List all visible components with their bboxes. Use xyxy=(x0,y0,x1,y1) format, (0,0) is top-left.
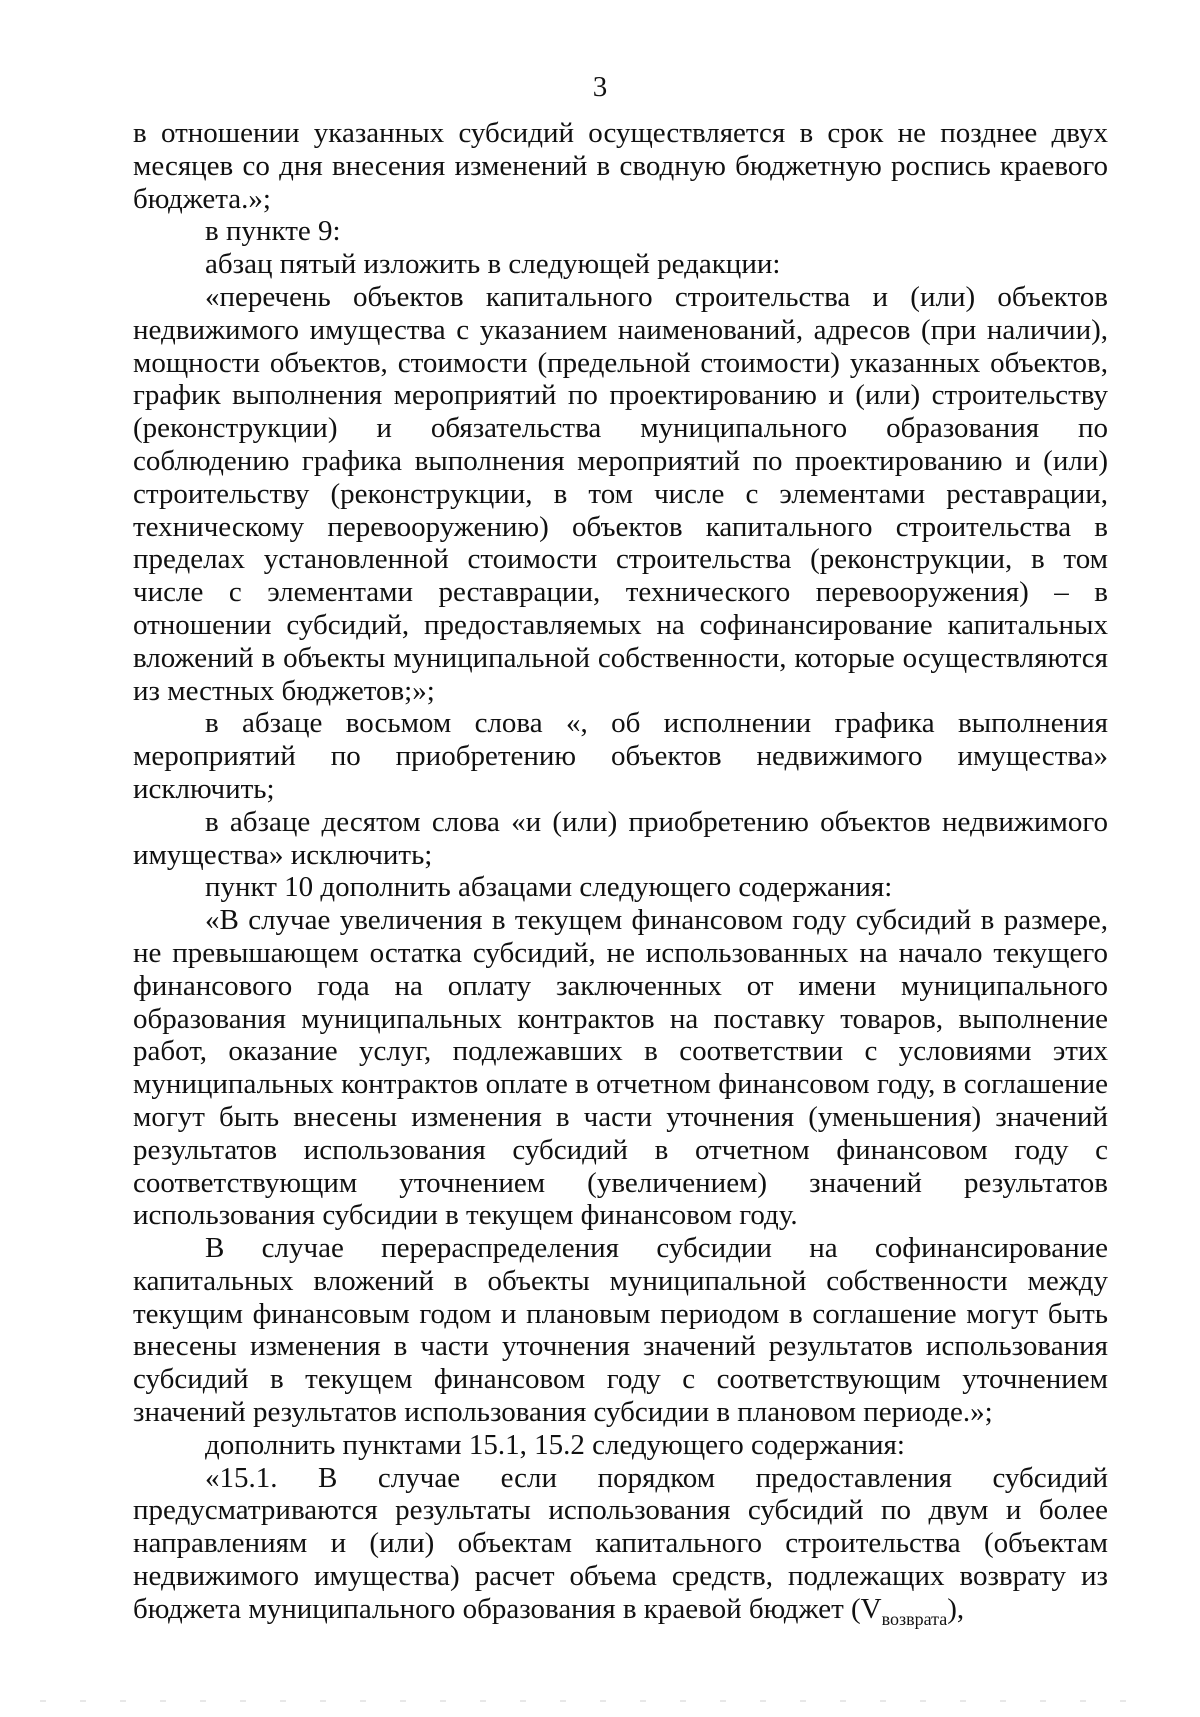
paragraph-text: «15.1. В случае если порядком предоставления субсидий предусматриваются результаты использования субсидий по двум и более направлениям и (или) объектам капитального строительства (объектам недвижимого имущества) расчет объема средств, подлежащих возврату из бюджета муниципального образования в краевой бюджет (V xyxy=(133,1461,1108,1625)
subscript-vozvrata: возврата xyxy=(881,1608,948,1629)
paragraph: в абзаце восьмом слова «, об исполнении графика выполнения мероприятий по приобретению объектов недвижимого имущества» исключить; xyxy=(133,707,1108,805)
paragraph: в пункте 9: xyxy=(205,215,341,248)
paragraph: в отношении указанных субсидий осуществляется в срок не позднее двух месяцев со дня внесения изменений в сводную бюджетную роспись краевого бюджета.»; xyxy=(133,117,1108,215)
paragraph-last xyxy=(133,1462,1108,1636)
paragraph: дополнить пунктами 15.1, 15.2 следующего содержания: xyxy=(205,1428,905,1461)
paragraph: пункт 10 дополнить абзацами следующего содержания: xyxy=(205,871,893,904)
paragraph: абзац пятый изложить в следующей редакции: xyxy=(205,248,781,281)
paragraph: «В случае увеличения в текущем финансовом году субсидий в размере, не превышающем остатка субсидий, не использованных на начало текущего финансового года на оплату заключенных от имени муниципального образования муниципальных контрактов на поставку товаров, выполнение работ, оказание услуг, подлежавших в соответствии с условиями этих муниципальных контрактов оплате в отчетном финансовом году, в соглашение могут быть внесены изменения в части уточнения (уменьшения) значений результатов использования субсидий в отчетном финансовом году с соответствующим уточнением (увеличением) значений результатов использования субсидии в текущем финансовом году. xyxy=(133,904,1108,1232)
body-text xyxy=(133,117,1108,1635)
paragraph: в абзаце десятом слова «и (или) приобретению объектов недвижимого имущества» исключить; xyxy=(133,805,1108,871)
page-number: 3 xyxy=(592,71,608,103)
paragraph: В случае перераспределения субсидии на софинансирование капитальных вложений в объекты муниципальной собственности между текущим финансовым годом и плановым периодом в соглашение могут быть внесены изменения в части уточнения значений результатов использования субсидий в текущем финансовом году с соответствующим уточнением значений результатов использования субсидии в плановом периоде.»; xyxy=(133,1232,1108,1429)
paragraph-suffix: ), xyxy=(947,1592,965,1625)
paragraph: «перечень объектов капитального строительства и (или) объектов недвижимого имущества с указанием наименований, адресов (при наличии), мощности объектов, стоимости (предельной стоимости) указанных объектов, график выполнения мероприятий по проектированию и (или) строительству (реконструкции) и обязательства муниципального образования по соблюдению графика выполнения мероприятий по проектированию и (или) строительству (реконструкции, в том числе с элементами реставрации, техническому перевооружению) объектов капитального строительства в пределах установленной стоимости строительства (реконструкции, в том числе с элементами реставрации, технического перевооружения) – в отношении субсидий, предоставляемых на софинансирование капитальных вложений в объекты муниципальной собственности, которые осуществляются из местных бюджетов;»; xyxy=(133,280,1108,707)
scan-edge-artifact xyxy=(40,1700,1160,1702)
